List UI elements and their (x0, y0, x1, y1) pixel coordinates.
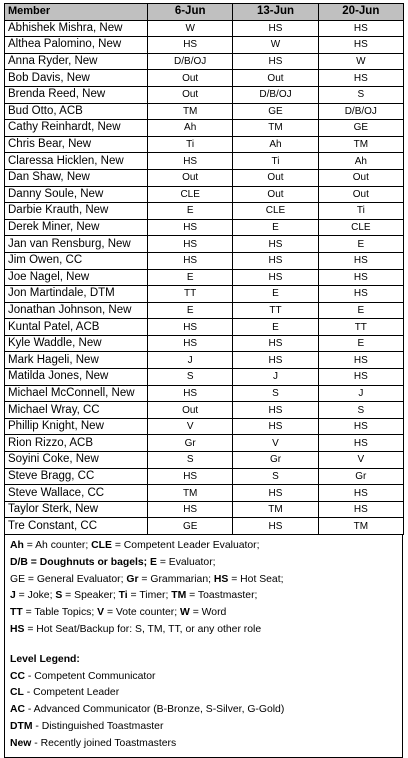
table-row (5, 219, 404, 236)
role-cell: Gr (318, 468, 403, 485)
role-cell: HS (148, 37, 233, 54)
table-row (5, 186, 404, 203)
table-row (5, 37, 404, 54)
role-cell: HS (233, 335, 318, 352)
role-cell: GE (148, 518, 233, 535)
role-cell: Ah (233, 136, 318, 153)
level-legend-item: New - Recently joined Toastmasters (10, 737, 177, 749)
role-cell: Ah (148, 120, 233, 137)
role-cell: S (318, 402, 403, 419)
roster-table (4, 3, 404, 535)
roster-body (5, 20, 404, 534)
role-cell: HS (318, 435, 403, 452)
role-cell: Ah (318, 153, 403, 170)
role-cell: Out (233, 70, 318, 87)
level-legend-title: Level Legend: (10, 653, 80, 665)
member-name-cell: Brenda Reed, New (5, 86, 148, 103)
role-cell: HS (148, 468, 233, 485)
member-name-cell: Abhishek Mishra, New (5, 20, 148, 37)
level-legend-item: DTM - Distinguished Toastmaster (10, 720, 164, 732)
member-name-cell: Jon Martindale, DTM (5, 286, 148, 303)
role-cell: Gr (233, 452, 318, 469)
role-cell: HS (148, 153, 233, 170)
role-cell: HS (233, 402, 318, 419)
table-row (5, 53, 404, 70)
role-cell: TM (148, 485, 233, 502)
role-cell: J (148, 352, 233, 369)
role-cell: Out (233, 169, 318, 186)
role-cell: HS (233, 252, 318, 269)
role-cell: HS (148, 501, 233, 518)
member-name-cell: Taylor Sterk, New (5, 501, 148, 518)
member-name-cell: Bob Davis, New (5, 70, 148, 87)
table-row (5, 335, 404, 352)
role-cell: HS (318, 252, 403, 269)
member-name-cell: Jan van Rensburg, New (5, 236, 148, 253)
level-legend-item: CC - Competent Communicator (10, 670, 156, 682)
table-row (5, 252, 404, 269)
role-cell: HS (233, 20, 318, 37)
member-name-cell: Rion Rizzo, ACB (5, 435, 148, 452)
role-cell: HS (318, 37, 403, 54)
role-cell: S (148, 369, 233, 386)
member-name-cell: Matilda Jones, New (5, 369, 148, 386)
role-cell: HS (148, 252, 233, 269)
role-legend-line: J = Joke; S = Speaker; Ti = Timer; TM = Toastmaster; (10, 590, 258, 602)
role-cell: HS (148, 319, 233, 336)
table-row (5, 120, 404, 137)
role-cell: HS (318, 418, 403, 435)
member-name-cell: Phillip Knight, New (5, 418, 148, 435)
role-cell: S (233, 385, 318, 402)
role-legend-line: TT = Table Topics; V = Vote counter; W = Word (10, 607, 227, 619)
role-cell: E (233, 286, 318, 303)
table-row (5, 103, 404, 120)
member-name-cell: Steve Bragg, CC (5, 468, 148, 485)
role-cell: E (148, 302, 233, 319)
role-cell: HS (233, 236, 318, 253)
member-name-cell: Joe Nagel, New (5, 269, 148, 286)
role-cell: V (148, 418, 233, 435)
role-cell: HS (233, 418, 318, 435)
member-name-cell: Jim Owen, CC (5, 252, 148, 269)
table-row (5, 485, 404, 502)
role-cell: E (318, 335, 403, 352)
member-name-cell: Bud Otto, ACB (5, 103, 148, 120)
table-row (5, 468, 404, 485)
role-cell: TT (318, 319, 403, 336)
role-cell: CLE (233, 203, 318, 220)
role-cell: GE (233, 103, 318, 120)
level-legend-item: CL - Competent Leader (10, 687, 120, 699)
table-row (5, 352, 404, 369)
role-cell: D/B/OJ (318, 103, 403, 120)
role-legend-line: HS = Hot Seat/Backup for: S, TM, TT, or any other role (10, 623, 262, 635)
role-cell: J (233, 369, 318, 386)
role-cell: Out (233, 186, 318, 203)
table-row (5, 518, 404, 535)
level-legend-item: AC - Advanced Communicator (B-Bronze, S-Silver, G-Gold) (10, 704, 285, 716)
table-row (5, 169, 404, 186)
role-cell: HS (233, 269, 318, 286)
role-cell: E (148, 203, 233, 220)
role-cell: S (148, 452, 233, 469)
member-name-cell: Mark Hageli, New (5, 352, 148, 369)
role-cell: HS (318, 485, 403, 502)
date-column-header: 13-Jun (233, 4, 318, 21)
role-cell: W (318, 53, 403, 70)
table-row (5, 402, 404, 419)
role-cell: TT (233, 302, 318, 319)
member-column-header: Member (5, 4, 148, 21)
role-legend-line: D/B = Doughnuts or bagels; E = Evaluator; (10, 556, 216, 568)
role-cell: D/B/OJ (148, 53, 233, 70)
role-cell: E (233, 319, 318, 336)
table-row (5, 286, 404, 303)
member-name-cell: Dan Shaw, New (5, 169, 148, 186)
role-cell: S (233, 468, 318, 485)
role-legend-line: Ah = Ah counter; CLE = Competent Leader Evaluator; (10, 540, 260, 551)
legend-box (4, 535, 403, 758)
member-name-cell: Michael McConnell, New (5, 385, 148, 402)
role-cell: Out (148, 86, 233, 103)
role-cell: E (318, 302, 403, 319)
member-name-cell: Anna Ryder, New (5, 53, 148, 70)
role-cell: Ti (233, 153, 318, 170)
table-row (5, 452, 404, 469)
member-name-cell: Michael Wray, CC (5, 402, 148, 419)
role-cell: CLE (318, 219, 403, 236)
role-cell: HS (318, 501, 403, 518)
role-cell: Out (318, 169, 403, 186)
role-cell: Ti (148, 136, 233, 153)
role-cell: TM (148, 103, 233, 120)
role-cell: HS (318, 70, 403, 87)
member-name-cell: Steve Wallace, CC (5, 485, 148, 502)
role-cell: HS (233, 352, 318, 369)
role-cell: HS (318, 286, 403, 303)
member-name-cell: Derek Miner, New (5, 219, 148, 236)
member-name-cell: Althea Palomino, New (5, 37, 148, 54)
table-row (5, 236, 404, 253)
table-row (5, 136, 404, 153)
role-cell: V (318, 452, 403, 469)
role-cell: HS (233, 485, 318, 502)
role-cell: HS (148, 219, 233, 236)
table-row (5, 369, 404, 386)
role-cell: Ti (318, 203, 403, 220)
role-cell: TM (233, 120, 318, 137)
roster-sheet (4, 3, 403, 758)
member-name-cell: Cathy Reinhardt, New (5, 120, 148, 137)
role-cell: Out (148, 402, 233, 419)
table-row (5, 385, 404, 402)
role-cell: HS (148, 236, 233, 253)
role-cell: HS (318, 352, 403, 369)
member-name-cell: Soyini Coke, New (5, 452, 148, 469)
role-cell: E (233, 219, 318, 236)
member-name-cell: Kyle Waddle, New (5, 335, 148, 352)
role-cell: GE (318, 120, 403, 137)
member-name-cell: Darbie Krauth, New (5, 203, 148, 220)
role-cell: HS (148, 335, 233, 352)
role-cell: HS (318, 20, 403, 37)
role-cell: TM (318, 136, 403, 153)
table-row (5, 70, 404, 87)
role-cell: V (233, 435, 318, 452)
role-cell: E (318, 236, 403, 253)
role-cell: HS (318, 369, 403, 386)
table-row (5, 86, 404, 103)
role-cell: TT (148, 286, 233, 303)
member-name-cell: Danny Soule, New (5, 186, 148, 203)
role-cell: HS (148, 385, 233, 402)
table-row (5, 302, 404, 319)
table-row (5, 269, 404, 286)
role-cell: J (318, 385, 403, 402)
table-row (5, 435, 404, 452)
table-row (5, 20, 404, 37)
role-cell: W (233, 37, 318, 54)
header-row (5, 4, 404, 21)
member-name-cell: Claressa Hicklen, New (5, 153, 148, 170)
table-row (5, 319, 404, 336)
role-cell: HS (318, 269, 403, 286)
role-cell: E (148, 269, 233, 286)
table-row (5, 203, 404, 220)
role-legend-line: GE = General Evaluator; Gr = Grammarian; HS = Hot Seat; (10, 573, 284, 585)
role-cell: Gr (148, 435, 233, 452)
role-cell: D/B/OJ (233, 86, 318, 103)
role-cell: S (318, 86, 403, 103)
member-name-cell: Kuntal Patel, ACB (5, 319, 148, 336)
table-row (5, 418, 404, 435)
member-name-cell: Tre Constant, CC (5, 518, 148, 535)
role-cell: TM (318, 518, 403, 535)
role-cell: HS (233, 53, 318, 70)
role-cell: HS (233, 518, 318, 535)
date-column-header: 6-Jun (148, 4, 233, 21)
date-column-header: 20-Jun (318, 4, 403, 21)
member-name-cell: Jonathan Johnson, New (5, 302, 148, 319)
role-cell: CLE (148, 186, 233, 203)
role-cell: Out (148, 70, 233, 87)
role-cell: Out (318, 186, 403, 203)
table-row (5, 501, 404, 518)
role-cell: TM (233, 501, 318, 518)
role-cell: Out (148, 169, 233, 186)
table-row (5, 153, 404, 170)
role-cell: W (148, 20, 233, 37)
member-name-cell: Chris Bear, New (5, 136, 148, 153)
